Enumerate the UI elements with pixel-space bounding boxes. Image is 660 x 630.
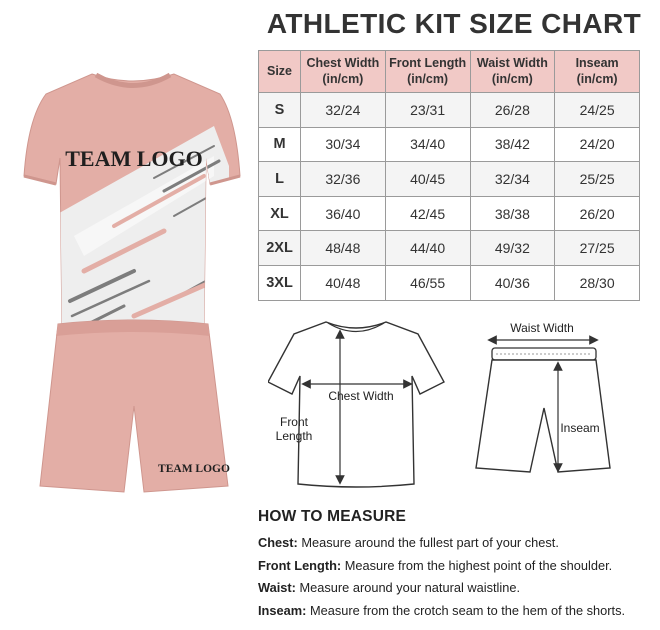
list-item <box>258 577 658 600</box>
chest-width-label: Chest Width <box>328 389 394 403</box>
table-cell: 32/36 <box>301 162 386 197</box>
waist-width-label: Waist Width <box>510 321 574 335</box>
table-cell: 27/25 <box>555 231 640 266</box>
table-cell: 26/20 <box>555 196 640 231</box>
measure-text: Measure around your natural waistline. <box>299 580 520 595</box>
table-cell: 46/55 <box>385 265 470 300</box>
table-cell: 24/25 <box>555 93 640 128</box>
table-cell: 42/45 <box>385 196 470 231</box>
table-cell: 40/48 <box>301 265 386 300</box>
table-cell: 40/45 <box>385 162 470 197</box>
shirt-outline <box>268 322 444 487</box>
measure-term: Chest: <box>258 535 298 550</box>
table-row <box>259 231 640 266</box>
table-cell: 36/40 <box>301 196 386 231</box>
list-item <box>258 600 658 623</box>
size-chart-table <box>258 50 640 301</box>
table-cell: 48/48 <box>301 231 386 266</box>
measure-term: Waist: <box>258 580 296 595</box>
list-item <box>258 555 658 578</box>
page-title: ATHLETIC KIT SIZE CHART <box>266 8 642 39</box>
table-cell: 49/32 <box>470 231 555 266</box>
table-cell: 38/38 <box>470 196 555 231</box>
table-cell: 32/24 <box>301 93 386 128</box>
measure-text: Measure from the crotch seam to the hem of the shorts. <box>309 602 626 618</box>
header-waist-width: Waist Width (in/cm) <box>470 51 555 93</box>
table-cell: 34/40 <box>385 127 470 162</box>
size-cell: M <box>259 127 301 162</box>
shirt-measure-diagram <box>268 312 458 502</box>
table-cell: 25/25 <box>555 162 640 197</box>
size-cell: 3XL <box>259 265 301 300</box>
table-cell: 30/34 <box>301 127 386 162</box>
measure-text: Measure from the highest point of the shoulder. <box>344 557 613 573</box>
measure-term: Inseam: <box>258 602 307 618</box>
table-row <box>259 265 640 300</box>
header-chest-width: Chest Width (in/cm) <box>301 51 386 93</box>
table-row <box>259 196 640 231</box>
table-cell: 32/34 <box>470 162 555 197</box>
size-cell: 2XL <box>259 231 301 266</box>
list-item <box>258 532 658 555</box>
table-cell: 26/28 <box>470 93 555 128</box>
size-cell: S <box>259 93 301 128</box>
front-length-label-line1: Front <box>279 415 309 429</box>
table-row <box>259 93 640 128</box>
athletic-kit-image <box>14 66 252 506</box>
inseam-label: Inseam <box>560 421 600 435</box>
shorts-outline <box>476 360 610 472</box>
size-cell: XL <box>259 196 301 231</box>
shorts-logo-text: TEAM LOGO <box>158 463 230 475</box>
front-length-label-line2: Length <box>275 429 313 443</box>
table-cell: 23/31 <box>385 93 470 128</box>
table-cell: 44/40 <box>385 231 470 266</box>
shorts-measure-diagram <box>462 316 640 486</box>
table-row <box>259 162 640 197</box>
table-cell: 24/20 <box>555 127 640 162</box>
table-cell: 40/36 <box>470 265 555 300</box>
measure-text: Measure around the fullest part of your chest. <box>301 535 559 550</box>
header-front-length: Front Length (in/cm) <box>385 51 470 93</box>
header-size: Size <box>259 51 301 93</box>
table-header-row <box>259 51 640 93</box>
table-row <box>259 127 640 162</box>
measure-term: Front Length: <box>258 557 342 573</box>
table-cell: 38/42 <box>470 127 555 162</box>
how-to-measure-heading: HOW TO MEASURE <box>258 508 407 525</box>
shirt-logo-text: TEAM LOGO <box>65 146 203 171</box>
table-cell: 28/30 <box>555 265 640 300</box>
how-to-measure-list <box>258 532 658 622</box>
size-cell: L <box>259 162 301 197</box>
header-inseam: Inseam (in/cm) <box>555 51 640 93</box>
